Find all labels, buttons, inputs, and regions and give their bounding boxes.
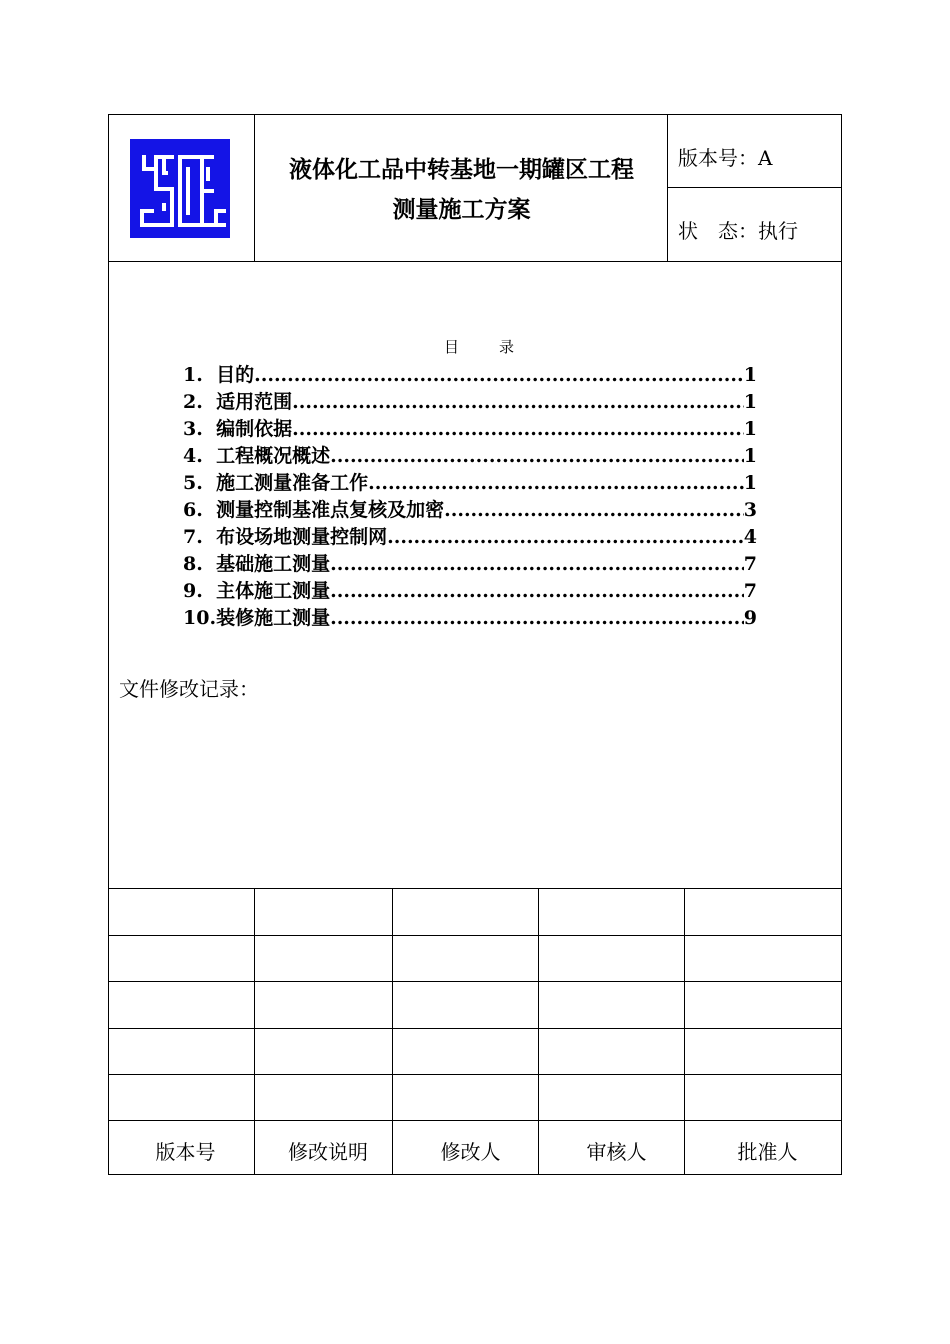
col-header-reviewer: 审核人 [586, 1140, 647, 1164]
toc-item[interactable] [183, 414, 757, 441]
toc-item-title: 工程概况概述 [216, 445, 331, 467]
toc-item-number: 2. [183, 391, 203, 413]
toc-leader [254, 364, 744, 386]
revision-row-divider [108, 935, 842, 936]
revision-col-divider [538, 888, 539, 1175]
toc-item-title: 装修施工测量 [216, 607, 331, 629]
version-label: 版本号：A [678, 146, 773, 170]
col-header-version: 版本号 [155, 1140, 216, 1164]
toc-item-number: 3. [183, 418, 203, 440]
toc-item[interactable] [183, 495, 757, 522]
toc-item-title: 测量控制基准点复核及加密 [216, 499, 445, 521]
toc-item-number: 1. [183, 364, 203, 386]
toc-item-number: 6. [183, 499, 203, 521]
toc-heading-left: 目 [444, 338, 460, 356]
status-label: 状 态：执行 [678, 219, 798, 243]
revision-row-divider [108, 1028, 842, 1029]
toc-item-title: 主体施工测量 [216, 580, 331, 602]
toc-item-number: 5. [183, 472, 203, 494]
toc-item-page: 1 [743, 418, 757, 440]
toc-item-title: 目的 [216, 364, 255, 386]
toc-item-title: 基础施工测量 [216, 553, 331, 575]
document-frame [108, 114, 842, 1175]
toc-item-title: 施工测量准备工作 [216, 472, 369, 494]
toc-item[interactable] [183, 468, 757, 495]
toc-leader [387, 526, 744, 548]
table-of-contents [183, 360, 757, 630]
toc-item-page: 4 [743, 526, 757, 548]
toc-item-page: 1 [743, 472, 757, 494]
revision-col-divider [392, 888, 393, 1175]
toc-leader [368, 472, 744, 494]
toc-item-number: 9. [183, 580, 203, 602]
toc-leader [444, 499, 744, 521]
toc-item-number: 10. [183, 607, 217, 629]
toc-item-page: 1 [743, 445, 757, 467]
toc-item-number: 7. [183, 526, 203, 548]
revision-row-divider [108, 1120, 842, 1121]
col-header-approver: 批准人 [737, 1140, 798, 1164]
revision-record-label: 文件修改记录： [119, 677, 259, 701]
header-bottom-rule [108, 261, 842, 262]
toc-heading-right: 录 [499, 338, 515, 356]
toc-item[interactable] [183, 549, 757, 576]
toc-item-number: 4. [183, 445, 203, 467]
toc-leader [330, 580, 744, 602]
toc-item-page: 1 [743, 364, 757, 386]
toc-item-page: 1 [743, 391, 757, 413]
company-logo [130, 139, 230, 238]
toc-item[interactable] [183, 576, 757, 603]
title-line-2: 测量施工方案 [392, 196, 531, 223]
col-header-description: 修改说明 [288, 1140, 368, 1164]
revision-row-divider [108, 981, 842, 982]
toc-leader [330, 607, 744, 629]
toc-item[interactable] [183, 441, 757, 468]
revision-row-divider [108, 1074, 842, 1075]
toc-item-page: 3 [743, 499, 757, 521]
cscec-logo-icon [130, 139, 230, 238]
document-title [255, 150, 668, 230]
title-line-1: 液体化工品中转基地一期罐区工程 [289, 156, 634, 183]
toc-item-title: 布设场地测量控制网 [216, 526, 388, 548]
revision-col-divider [254, 888, 255, 1175]
toc-item-title: 适用范围 [216, 391, 293, 413]
toc-leader [330, 553, 744, 575]
toc-item-page: 7 [743, 580, 757, 602]
toc-item-title: 编制依据 [216, 418, 293, 440]
toc-item-number: 8. [183, 553, 203, 575]
revision-col-divider [684, 888, 685, 1175]
revision-table-top [108, 888, 842, 889]
header-meta-divider [667, 187, 842, 188]
toc-item[interactable] [183, 360, 757, 387]
toc-leader [292, 391, 744, 413]
toc-item[interactable] [183, 387, 757, 414]
toc-item-page: 9 [743, 607, 757, 629]
toc-item[interactable] [183, 522, 757, 549]
toc-heading [444, 336, 514, 357]
toc-leader [330, 445, 744, 467]
col-header-modifier: 修改人 [440, 1140, 501, 1164]
toc-leader [292, 418, 744, 440]
toc-item[interactable] [183, 603, 757, 630]
toc-item-page: 7 [743, 553, 757, 575]
